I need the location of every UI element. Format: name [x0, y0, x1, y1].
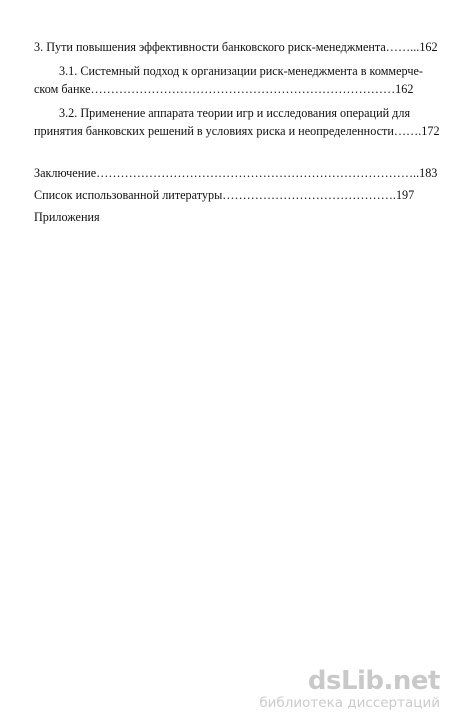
toc-entry-conclusion: Заключение……………………………………………………………………..183 [34, 166, 438, 180]
toc-entry-3-2-line-2: принятия банковских решений в условиях риска и неопределенности…….172 [34, 124, 440, 138]
toc-entry-3-1-line-2: ском банке…………………………………………………………………162 [34, 82, 414, 96]
toc-entry-appendices: Приложения [34, 210, 100, 224]
toc-entry-chapter-3: 3. Пути повышения эффективности банковского риск-менеджмента……...162 [34, 40, 438, 54]
watermark-tagline: библиотека диссертаций [259, 695, 440, 711]
toc-entry-bibliography: Список использованной литературы…………………………………….197 [34, 188, 415, 202]
toc-entry-3-1-line-1: 3.1. Системный подход к организации риск-менеджмента в коммерче- [59, 64, 423, 78]
watermark-logo: dsLib.net [307, 666, 440, 696]
toc-entry-3-2-line-1: 3.2. Применение аппарата теории игр и исследования операций для [59, 106, 411, 120]
site-watermark [259, 667, 440, 711]
